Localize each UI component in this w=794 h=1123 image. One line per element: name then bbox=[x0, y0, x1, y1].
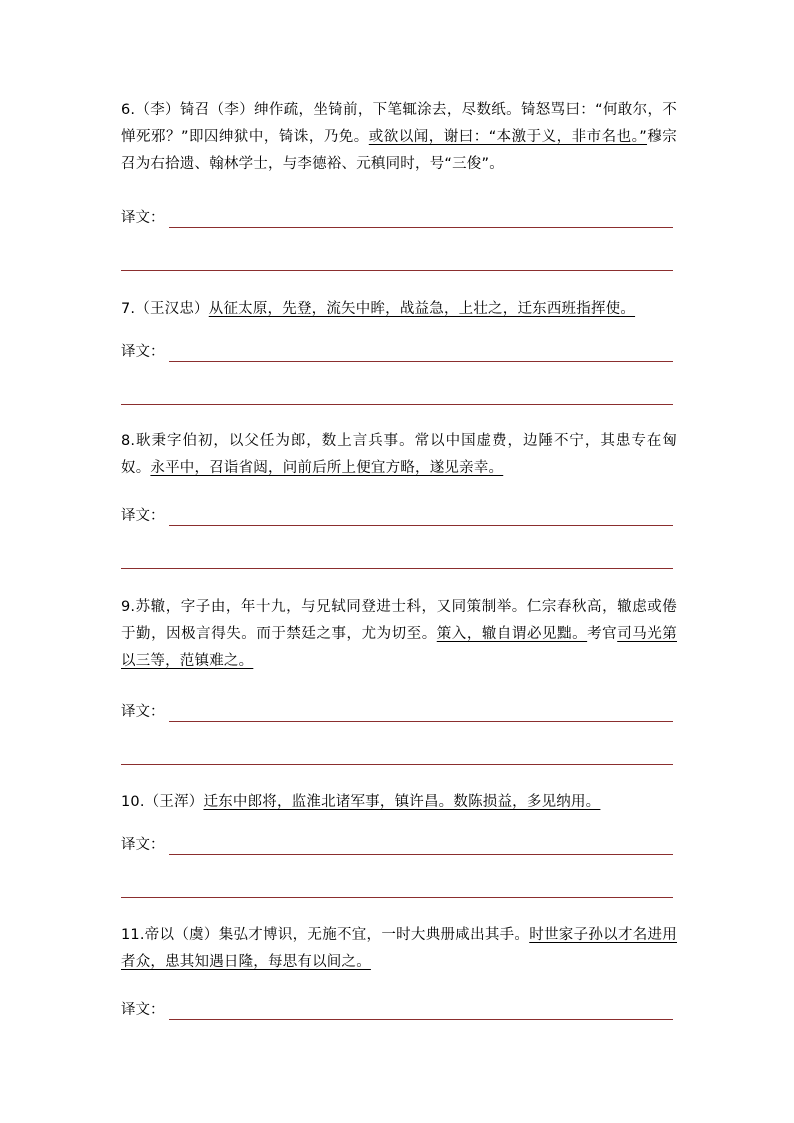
question-text: 帝以（虞）集弘才博识，无施不宜，一时大典册咸出其手。 bbox=[144, 927, 530, 943]
question-number: 8. bbox=[121, 433, 136, 449]
question-7 bbox=[121, 296, 677, 323]
answer-row bbox=[121, 505, 165, 527]
answer-label: 译文： bbox=[121, 837, 165, 853]
underlined-sentence: 司马光第以三等，范镇难之。 bbox=[121, 626, 677, 669]
underlined-sentence: 时世家子孙以才名进用者众，患其知遇日隆，每思有以间之。 bbox=[121, 927, 677, 970]
underlined-sentence: 从征太原，先登，流矢中眸，战益急，上壮之，迁东西班指挥使。 bbox=[208, 301, 636, 317]
question-number: 7. bbox=[121, 301, 136, 317]
answer-line[interactable] bbox=[121, 897, 673, 898]
question-text: （王浑） bbox=[144, 794, 204, 810]
answer-row bbox=[121, 207, 165, 229]
question-11 bbox=[121, 922, 677, 976]
answer-label: 译文： bbox=[121, 344, 165, 360]
question-8 bbox=[121, 428, 677, 482]
answer-line[interactable] bbox=[169, 525, 673, 526]
question-number: 11. bbox=[121, 927, 145, 943]
question-text: 穆宗召为右拾遗、翰林学士，与李德裕、元稹同时，号“三俊”。 bbox=[121, 129, 677, 172]
question-text: 考官 bbox=[587, 626, 618, 642]
answer-label: 译文： bbox=[121, 704, 165, 720]
answer-line[interactable] bbox=[121, 764, 673, 765]
answer-label: 译文： bbox=[121, 508, 165, 524]
question-number: 6. bbox=[121, 102, 136, 118]
question-number: 10. bbox=[121, 794, 145, 810]
question-text: 苏辙，字子由，年十九，与兄轼同登进士科，又同策制举。仁宗春秋高，辙虑或倦于勤，因极言得失。而于禁廷之事，尤为切至。 bbox=[121, 599, 677, 642]
underlined-sentence: 或欲以闻，谢曰：“本激于义，非市名也。” bbox=[368, 129, 648, 145]
answer-row bbox=[121, 701, 165, 723]
answer-line[interactable] bbox=[169, 721, 673, 722]
underlined-sentence: 永平中，召诣省闼，问前后所上便宜方略，遂见亲幸。 bbox=[150, 460, 504, 476]
question-10 bbox=[121, 789, 677, 816]
question-6 bbox=[121, 97, 677, 178]
answer-label: 译文： bbox=[121, 210, 165, 226]
answer-line[interactable] bbox=[169, 361, 673, 362]
answer-line[interactable] bbox=[169, 854, 673, 855]
underlined-sentence: 策入，辙自谓必见黜。 bbox=[436, 626, 588, 642]
answer-label: 译文： bbox=[121, 1002, 165, 1018]
answer-line[interactable] bbox=[121, 568, 673, 569]
question-9 bbox=[121, 594, 677, 675]
question-text: 耿秉字伯初，以父任为郎，数上言兵事。常以中国虚费，边陲不宁，其患专在匈奴。 bbox=[121, 433, 677, 476]
answer-line[interactable] bbox=[169, 1019, 673, 1020]
question-number: 9. bbox=[121, 599, 136, 615]
question-text: （王汉忠） bbox=[135, 301, 209, 317]
answer-line[interactable] bbox=[121, 404, 673, 405]
answer-line[interactable] bbox=[169, 227, 673, 228]
answer-row bbox=[121, 999, 165, 1021]
underlined-sentence: 迁东中郎将，监淮北诸军事，镇许昌。数陈损益，多见纳用。 bbox=[203, 794, 601, 810]
answer-row bbox=[121, 834, 165, 856]
answer-line[interactable] bbox=[121, 270, 673, 271]
question-text: （李）锜召（李）绅作疏，坐锜前，下笔辄涂去，尽数纸。锜怒骂曰：“何敢尔，不惮死邪？”即囚绅狱中，锜诛，乃免。 bbox=[121, 102, 677, 145]
answer-row bbox=[121, 341, 165, 363]
